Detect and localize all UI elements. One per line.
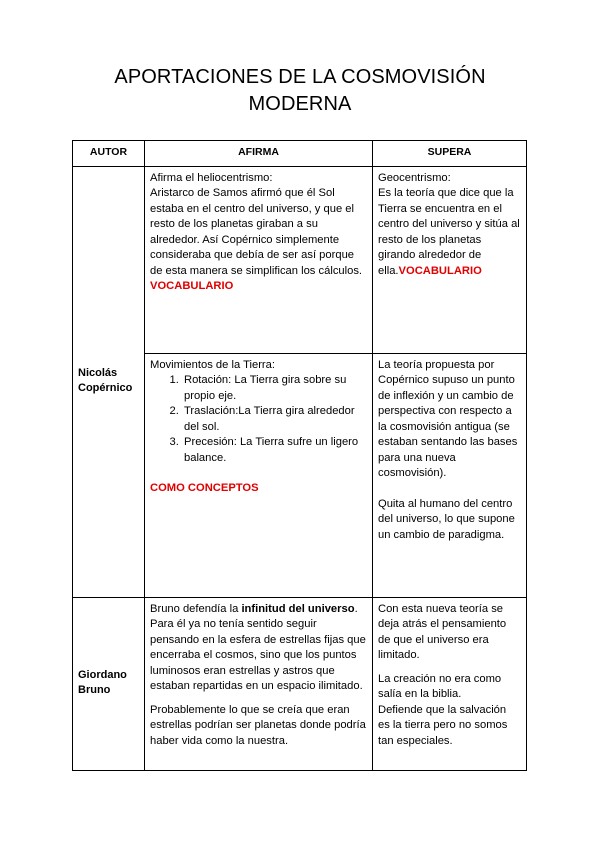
cosmovision-table bbox=[72, 140, 527, 771]
geocentrismo-text: Es la teoría que dice que la Tierra se encuentra en el centro del universo y sitúa al resto de los planetas girando alrededor de ella. bbox=[378, 187, 520, 277]
heliocentrismo-text: Aristarco de Samos afirmó que él Sol estaba en el centro del universo, y que el resto de los planetas giraban a su alrededor. Así Copérnico simplemente consideraba que debía de ser así porque de esta manera se simplifican los cálculos. bbox=[150, 187, 363, 277]
cell-copernico-afirma-2 bbox=[145, 353, 373, 597]
salvacion-text: Defiende que la salvación es la tierra pero no somos tan especiales. bbox=[378, 703, 508, 747]
header-afirma: AFIRMA bbox=[145, 141, 373, 167]
infinitud-bold: infinitud del universo bbox=[241, 602, 355, 615]
vocabulario-tag-2: VOCABULARIO bbox=[398, 264, 482, 277]
header-autor: AUTOR bbox=[73, 141, 145, 167]
cell-copernico-supera-1 bbox=[373, 166, 527, 353]
title-line-2: MODERNA bbox=[248, 93, 352, 115]
infinitud-text bbox=[150, 602, 367, 695]
author-bruno-last: Bruno bbox=[78, 683, 111, 696]
spacer bbox=[150, 466, 367, 481]
author-bruno bbox=[73, 597, 145, 770]
cell-copernico-afirma-1 bbox=[145, 166, 373, 353]
author-copernico-first: Nicolás bbox=[78, 366, 118, 379]
movimientos-heading: Movimientos de la Tierra: bbox=[150, 358, 275, 371]
header-supera: SUPERA bbox=[373, 141, 527, 167]
inflexion-text: La teoría propuesta por Copérnico supuso un punto de inflexión y un cambio de perspectiva con respecto a la cosmovisión antigua (se estaban sentando las bases para una nueva cosmovisión). bbox=[378, 358, 518, 479]
movimientos-list bbox=[150, 373, 367, 466]
list-item: 3. Precesión: La Tierra sufre un ligero balance. bbox=[182, 435, 367, 466]
list-item: 2. Traslación:La Tierra gira alrededor del sol. bbox=[182, 404, 367, 435]
heliocentrismo-heading: Afirma el heliocentrismo: bbox=[150, 171, 273, 184]
bruno-row bbox=[73, 597, 527, 770]
limitado-text: Con esta nueva teoría se deja atrás el pensamiento de que el universo era limitado. bbox=[378, 602, 507, 661]
title-line-1: APORTACIONES DE LA COSMOVISIÓN bbox=[114, 66, 486, 88]
copernico-row-1 bbox=[73, 166, 527, 353]
vocabulario-tag: VOCABULARIO bbox=[150, 280, 234, 292]
author-bruno-first: Giordano bbox=[78, 668, 127, 681]
author-copernico bbox=[73, 166, 145, 597]
page-title bbox=[0, 64, 600, 118]
biblia-text: La creación no era como salía en la biblia. bbox=[378, 672, 502, 700]
spacer bbox=[150, 695, 367, 703]
geocentrismo-heading: Geocentrismo: bbox=[378, 171, 451, 184]
planetas-text: Probablemente lo que se creía que eran estrellas podrían ser planetas donde podría haber vida como la nuestra. bbox=[150, 703, 366, 747]
cell-bruno-afirma bbox=[145, 597, 373, 770]
spacer bbox=[378, 482, 521, 497]
header-row bbox=[73, 141, 527, 167]
cell-bruno-supera bbox=[373, 597, 527, 770]
infinitud-pre: Bruno defendía la bbox=[150, 602, 242, 615]
paradigma-text: Quita al humano del centro del universo, lo que supone un cambio de paradigma. bbox=[378, 497, 515, 541]
cell-copernico-supera-2 bbox=[373, 353, 527, 597]
infinitud-post: . Para él ya no tenía sentido seguir pensando en la esfera de estrellas fijas que encerraba el cosmos, sino que los puntos luminosos eran estrellas y astros que estaban repartidas en un espacio ilimitado. bbox=[150, 602, 366, 692]
author-copernico-last: Copérnico bbox=[78, 381, 133, 394]
conceptos-tag: COMO CONCEPTOS bbox=[150, 482, 259, 494]
list-item: 1. Rotación: La Tierra gira sobre su propio eje. bbox=[182, 373, 367, 404]
spacer bbox=[378, 664, 521, 672]
